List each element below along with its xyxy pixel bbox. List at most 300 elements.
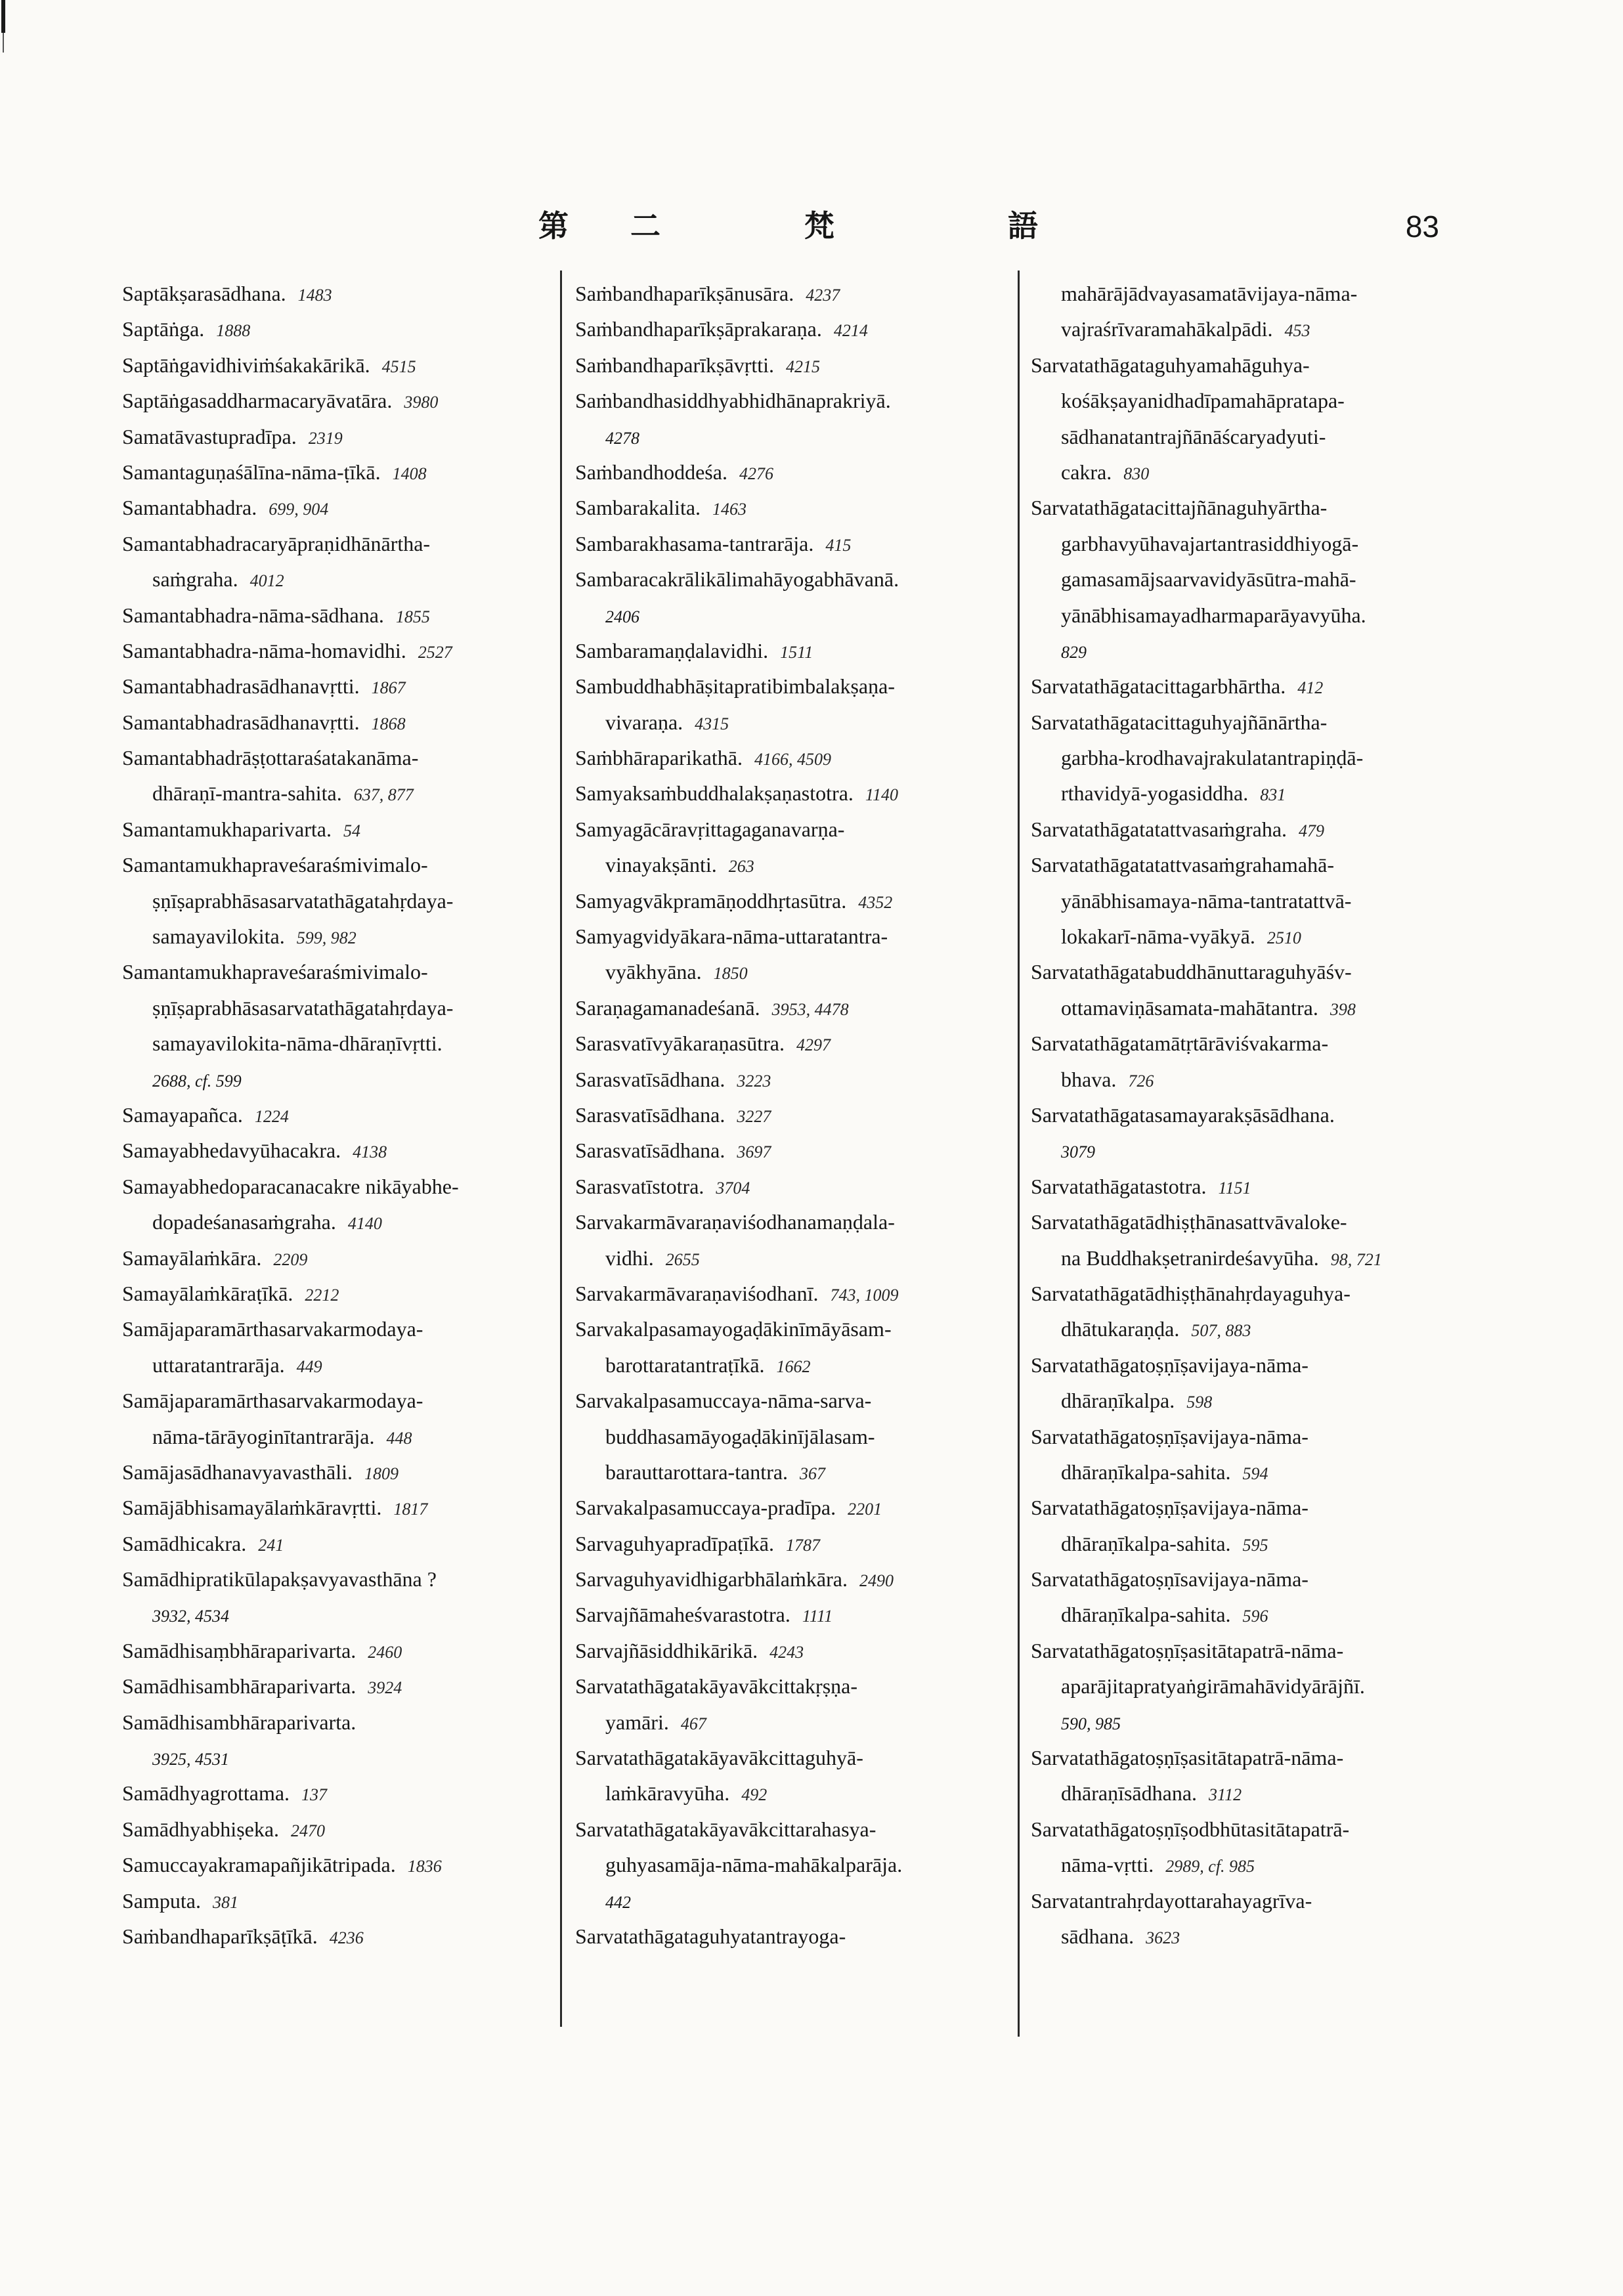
entry-text: samayavilokita.: [152, 924, 285, 949]
index-entry-line: [575, 1597, 1008, 1632]
entry-text: Samādhisaṃbhāraparivarta.: [122, 1638, 357, 1662]
index-entry-line: [1031, 454, 1490, 490]
entry-text: Sarvakalpasamuccaya-pradīpa.: [575, 1496, 836, 1520]
entry-reference-number: 595: [1242, 1535, 1268, 1555]
entry-text: Sarvatathāgatoṣṇīṣasitātapatrā-nāma-: [1031, 1746, 1344, 1770]
entry-text: saṁgraha.: [152, 567, 238, 592]
entry-reference-number: 2201: [848, 1500, 882, 1519]
index-entry-line: [1031, 847, 1490, 882]
entry-reference-number: 831: [1260, 785, 1286, 805]
entry-text: Sarvatathāgatacittagarbhārtha.: [1031, 674, 1286, 699]
index-entry-line: [1031, 1311, 1490, 1347]
entry-reference-number: 4140: [347, 1214, 382, 1234]
index-entry-line: [575, 1097, 1008, 1133]
entry-text: Saṁbandhaparīkṣāprakaraṇa.: [575, 317, 822, 341]
index-entry-line: [575, 1026, 1008, 1061]
entry-text: Samayālaṁkāraṭīkā.: [122, 1281, 293, 1305]
entry-text: Sarvatathāgatacittaguhyajñānārtha-: [1031, 710, 1328, 734]
index-entry-line: [575, 883, 1008, 919]
index-entry-line: [122, 1883, 542, 1918]
entry-reference-number: 3704: [716, 1178, 750, 1198]
entry-reference-number: 598: [1186, 1393, 1213, 1412]
index-entry-line: [575, 812, 1008, 847]
entry-text: Samājaparamārthasarvakarmodaya-: [122, 1317, 423, 1341]
entry-reference-number: 367: [800, 1463, 826, 1483]
index-entry-line: [575, 1454, 1008, 1490]
entry-text: Samantabhadrāṣṭottaraśatakanāma-: [122, 746, 419, 770]
index-entry-line: [122, 1633, 542, 1668]
index-entry-line: [122, 1347, 542, 1383]
index-column-1: [122, 276, 542, 1954]
entry-text: Sarvatantrahṛdayottarahayagrīva-: [1031, 1888, 1312, 1913]
entry-text: Samādhisambhāraparivarta.: [122, 1710, 357, 1734]
entry-reference-number: 599, 982: [296, 928, 357, 948]
entry-text: Sarvaguhyapradīpaṭīkā.: [575, 1531, 774, 1555]
index-entry-line: [575, 1383, 1008, 1418]
index-entry-line: [122, 633, 542, 668]
entry-text: nāma-tārāyoginītantrarāja.: [152, 1424, 375, 1448]
index-entry-line: [1031, 1775, 1490, 1811]
index-entry-line: [1031, 1668, 1490, 1704]
entry-reference-number: 2527: [418, 642, 452, 662]
index-entry-line: [1031, 740, 1490, 775]
entry-text: uttaratantrarāja.: [152, 1353, 285, 1377]
index-entry-line: [122, 1311, 542, 1347]
header-char: 梵: [804, 209, 836, 243]
index-entry-line: [1031, 490, 1490, 525]
entry-reference-number: 699, 904: [269, 500, 329, 519]
index-entry-line: [122, 1740, 542, 1775]
entry-text: 829: [1061, 642, 1087, 662]
index-entry-line: [575, 919, 1008, 954]
index-entry-line: [575, 347, 1008, 383]
entry-reference-number: 4515: [381, 357, 416, 376]
index-entry-line: [575, 1918, 1008, 1954]
index-entry-line: [1031, 668, 1490, 704]
entry-reference-number: 594: [1242, 1463, 1268, 1483]
entry-reference-number: 1867: [371, 678, 406, 698]
index-entry-line: [122, 1775, 542, 1811]
entry-text: dhātukaraṇḍa.: [1061, 1317, 1180, 1341]
index-entry-line: [1031, 1169, 1490, 1204]
entry-text: Samyaksaṁbuddhalakṣaṇastotra.: [575, 781, 854, 806]
index-entry-line: [575, 1276, 1008, 1311]
index-entry-line: [1031, 1490, 1490, 1525]
index-entry-line: [575, 633, 1008, 668]
index-entry-line: [575, 1811, 1008, 1847]
entry-text: Samantabhadrasādhanavṛtti.: [122, 710, 360, 734]
entry-text: Sambarakhasama-tantrarāja.: [575, 531, 814, 555]
entry-reference-number: 98, 721: [1330, 1249, 1382, 1269]
index-entry-line: [122, 1383, 542, 1418]
index-entry-line: [1031, 597, 1490, 633]
index-entry-line: [122, 954, 542, 989]
entry-text: laṁkāravyūha.: [605, 1781, 730, 1806]
entry-text: vidhi.: [605, 1245, 654, 1270]
entry-text: Sarvatathāgatādhiṣṭhānasattvāvaloke-: [1031, 1210, 1347, 1234]
entry-text: Samantamukhapraveśaraśmivimalo-: [122, 960, 428, 984]
entry-reference-number: 3953, 4478: [771, 999, 849, 1019]
entry-reference-number: 54: [343, 821, 360, 840]
entry-text: Sarasvatīsādhana.: [575, 1067, 725, 1091]
entry-text: aparājitapratyaṅgirāmahāvidyārājñī.: [1061, 1674, 1365, 1699]
index-entry-line: [575, 1133, 1008, 1168]
entry-text: dhāraṇī-mantra-sahita.: [152, 781, 342, 806]
page-header: [0, 200, 1623, 253]
entry-text: dhāraṇīsādhana.: [1061, 1781, 1198, 1806]
entry-text: Saṁbandhaparīkṣānusāra.: [575, 282, 794, 305]
index-column-2: [575, 276, 1008, 1954]
entry-text: Sarvatathāgatoṣṇīṣavijaya-nāma-: [1031, 1496, 1309, 1520]
header-char: 語: [1008, 209, 1039, 243]
entry-text: 590, 985: [1061, 1714, 1121, 1733]
entry-text: dhāraṇīkalpa-sahita.: [1061, 1603, 1231, 1627]
index-entry-line: [1031, 883, 1490, 919]
entry-text: bhava.: [1061, 1067, 1117, 1091]
index-entry-line: [122, 847, 542, 882]
index-entry-line: [122, 1133, 542, 1168]
entry-text: 3079: [1061, 1142, 1095, 1162]
index-entry-line: [1031, 383, 1490, 418]
entry-text: Sarvatathāgatādhiṣṭhānahṛdayaguhya-: [1031, 1281, 1351, 1305]
entry-reference-number: 4276: [739, 464, 773, 483]
entry-text: Sarvatathāgatatattvasaṁgrahamahā-: [1031, 853, 1334, 877]
index-entry-line: [1031, 419, 1490, 454]
entry-reference-number: 1463: [712, 500, 747, 519]
entry-text: Samayabhedoparacanacakre nikāyabhe-: [122, 1174, 459, 1198]
entry-text: Sambuddhabhāṣitapratibimbalakṣaṇa-: [575, 674, 895, 699]
entry-text: barauttarottara-tantra.: [605, 1460, 789, 1484]
entry-text: gamasamājsaarvavidyāsūtra-mahā-: [1061, 567, 1356, 592]
entry-text: Sarvakalpasamuccaya-nāma-sarva-: [575, 1389, 872, 1413]
entry-text: Sarvatathāgatamātṛtārāviśvakarma-: [1031, 1031, 1329, 1056]
index-entry-line: [122, 1062, 542, 1097]
entry-text: 2406: [605, 607, 639, 626]
entry-text: Saptāṅgavidhiviṁśakakārikā.: [122, 353, 370, 377]
index-entry-line: [575, 1490, 1008, 1525]
index-entry-line: [122, 704, 542, 740]
index-entry-line: [1031, 561, 1490, 597]
entry-reference-number: 3112: [1209, 1785, 1242, 1805]
index-entry-line: [1031, 775, 1490, 811]
index-entry-line: [122, 1240, 542, 1276]
header-char: 二: [630, 209, 662, 243]
entry-text: Samantabhadracaryāpraṇidhānārtha-: [122, 531, 431, 555]
index-entry-line: [575, 1062, 1008, 1097]
entry-text: dopadeśanasaṁgraha.: [152, 1210, 336, 1234]
entry-reference-number: 1809: [364, 1463, 399, 1483]
entry-text: Sarvatathāgatakāyavākcittarahasya-: [575, 1817, 876, 1841]
entry-text: sādhanatantrajñānāścaryadyuti-: [1061, 424, 1326, 448]
index-entry-line: [575, 954, 1008, 989]
entry-text: Samādhipratikūlapakṣavyavasthāna ?: [122, 1567, 437, 1592]
entry-text: Samādhyabhiṣeka.: [122, 1817, 280, 1841]
page-number: 83: [1405, 209, 1439, 244]
entry-reference-number: 137: [301, 1785, 328, 1805]
entry-text: Saṁbandhasiddhyabhidhānaprakriyā.: [575, 389, 891, 413]
entry-text: Saptāṅgasaddharmacaryāvatāra.: [122, 389, 393, 413]
entry-text: vinayakṣānti.: [605, 853, 717, 877]
index-entry-line: [575, 1311, 1008, 1347]
entry-text: Saraṇagamanadeśanā.: [575, 995, 760, 1020]
entry-text: rthavidyā-yogasiddha.: [1061, 781, 1249, 806]
entry-text: dhāraṇīkalpa.: [1061, 1389, 1175, 1413]
entry-text: nāma-vṛtti.: [1061, 1853, 1154, 1877]
entry-text: Samyagvākpramāṇoddhṛtasūtra.: [575, 888, 847, 913]
index-entry-line: [122, 1490, 542, 1525]
entry-text: Saṁbandhaparīkṣāvṛtti.: [575, 353, 775, 377]
index-entry-line: [122, 919, 542, 954]
index-entry-line: [1031, 1597, 1490, 1632]
index-entry-line: [575, 1704, 1008, 1740]
entry-text: Sarvakarmāvaraṇaviśodhanamaṇḍala-: [575, 1210, 895, 1234]
entry-reference-number: 1836: [407, 1857, 442, 1876]
entry-reference-number: 1408: [392, 464, 427, 483]
entry-text: Saṁbhāraparikathā.: [575, 746, 743, 770]
entry-text: 4278: [605, 428, 639, 448]
entry-text: barottaratantraṭīkā.: [605, 1353, 765, 1377]
entry-text: vyākhyāna.: [605, 960, 702, 984]
index-entry-line: [122, 276, 542, 311]
entry-text: Sarvatathāgatoṣṇīsavijaya-nāma-: [1031, 1567, 1309, 1592]
entry-reference-number: 3924: [368, 1678, 402, 1698]
entry-text: ṣṇīṣaprabhāsasarvatathāgatahṛdaya-: [152, 888, 454, 913]
entry-text: kośākṣayanidhadīpamahāpratapa-: [1061, 389, 1345, 413]
index-entry-line: [575, 1240, 1008, 1276]
index-entry-line: [1031, 1704, 1490, 1740]
index-entry-line: [1031, 1633, 1490, 1668]
entry-reference-number: 1140: [865, 785, 898, 805]
index-entry-line: [1031, 1918, 1490, 1954]
entry-reference-number: 4315: [695, 714, 729, 733]
index-entry-line: [122, 812, 542, 847]
index-entry-line: [575, 1561, 1008, 1597]
entry-text: Samādhyagrottama.: [122, 1781, 290, 1806]
entry-text: Samādhicakra.: [122, 1531, 247, 1555]
entry-text: 3925, 4531: [152, 1750, 229, 1769]
entry-reference-number: 449: [296, 1356, 322, 1376]
entry-text: yamāri.: [605, 1710, 669, 1734]
entry-reference-number: 1111: [802, 1607, 833, 1626]
entry-reference-number: 4243: [769, 1642, 804, 1662]
index-entry-line: [575, 383, 1008, 418]
index-entry-line: [575, 668, 1008, 704]
index-entry-line: [575, 1347, 1008, 1383]
index-entry-line: [122, 740, 542, 775]
entry-text: Samādhisambhāraparivarta.: [122, 1674, 357, 1699]
index-entry-line: [1031, 1062, 1490, 1097]
index-entry-line: [1031, 1276, 1490, 1311]
entry-text: Samyagācāravṛittagaganavarṇa-: [575, 817, 845, 841]
index-entry-line: [1031, 276, 1490, 311]
index-entry-line: [1031, 1204, 1490, 1240]
index-entry-line: [575, 1883, 1008, 1918]
index-entry-line: [575, 561, 1008, 597]
entry-reference-number: 637, 877: [353, 785, 414, 805]
entry-text: Sarvajñāmaheśvarastotra.: [575, 1603, 790, 1627]
entry-text: Samantamukhapraveśaraśmivimalo-: [122, 853, 428, 877]
index-entry-line: [575, 775, 1008, 811]
entry-reference-number: 507, 883: [1191, 1321, 1251, 1341]
index-entry-line: [575, 1775, 1008, 1811]
entry-reference-number: 1855: [395, 607, 430, 626]
index-entry-line: [575, 1668, 1008, 1704]
entry-text: ṣṇīṣaprabhāsasarvatathāgatahṛdaya-: [152, 995, 454, 1020]
index-entry-line: [575, 1526, 1008, 1561]
entry-reference-number: 398: [1330, 999, 1356, 1019]
entry-text: Samatāvastupradīpa.: [122, 424, 297, 448]
entry-reference-number: 2319: [308, 428, 343, 448]
index-entry-line: [1031, 1811, 1490, 1847]
index-entry-line: [1031, 1383, 1490, 1418]
entry-reference-number: 4236: [329, 1928, 364, 1947]
index-entry-line: [575, 1847, 1008, 1882]
entry-reference-number: 2510: [1266, 928, 1301, 948]
entry-reference-number: 1817: [393, 1500, 428, 1519]
entry-reference-number: 743, 1009: [830, 1285, 899, 1305]
entry-text: yānābhisamayadharmaparāyavyūha.: [1061, 603, 1366, 627]
entry-text: guhyasamāja-nāma-mahākalparāja.: [605, 1853, 903, 1877]
index-entry-line: [122, 1526, 542, 1561]
index-entry-line: [122, 990, 542, 1026]
entry-reference-number: 1888: [216, 321, 251, 341]
index-entry-line: [1031, 919, 1490, 954]
index-entry-line: [122, 561, 542, 597]
index-entry-line: [575, 1169, 1008, 1204]
entry-text: Sarasvatīstotra.: [575, 1174, 704, 1198]
scan-corner-mark: [0, 0, 8, 59]
entry-reference-number: 3980: [404, 393, 439, 412]
column-divider: [560, 271, 562, 2027]
index-entry-line: [122, 454, 542, 490]
index-entry-line: [1031, 633, 1490, 668]
entry-reference-number: 412: [1297, 678, 1324, 698]
entry-reference-number: 448: [386, 1428, 412, 1448]
index-entry-line: [1031, 347, 1490, 383]
index-entry-line: [122, 383, 542, 418]
index-entry-line: [122, 1169, 542, 1204]
entry-reference-number: 596: [1242, 1607, 1268, 1626]
entry-reference-number: 2212: [305, 1285, 339, 1305]
index-entry-line: [1031, 954, 1490, 989]
index-entry-line: [575, 597, 1008, 633]
entry-reference-number: 1511: [780, 642, 813, 662]
index-entry-line: [122, 1668, 542, 1704]
entry-text: buddhasamāyogaḍākinījālasam-: [605, 1424, 875, 1448]
index-entry-line: [1031, 1240, 1490, 1276]
entry-reference-number: 3623: [1146, 1928, 1180, 1947]
entry-text: Samantabhadra-nāma-sādhana.: [122, 603, 384, 627]
entry-text: cakra.: [1061, 460, 1112, 484]
index-entry-line: [575, 454, 1008, 490]
entry-text: Sarvatathāgatacittajñānaguhyārtha-: [1031, 496, 1328, 520]
index-entry-line: [575, 1740, 1008, 1775]
entry-reference-number: 453: [1284, 321, 1310, 341]
index-entry-line: [1031, 311, 1490, 347]
index-entry-line: [575, 419, 1008, 454]
entry-text: Sarvatathāgatastotra.: [1031, 1174, 1207, 1198]
index-entry-line: [122, 1454, 542, 1490]
index-entry-line: [575, 490, 1008, 525]
index-entry-line: [122, 490, 542, 525]
index-entry-line: [575, 311, 1008, 347]
entry-text: Sarvakarmāvaraṇaviśodhanī.: [575, 1281, 819, 1305]
entry-text: lokakarī-nāma-vyākyā.: [1061, 924, 1255, 949]
entry-text: Saptāṅga.: [122, 317, 205, 341]
entry-text: Sarvatathāgatasamayarakṣāsādhana.: [1031, 1102, 1335, 1127]
entry-text: mahārājādvayasamatāvijaya-nāma-: [1061, 282, 1358, 305]
index-entry-line: [575, 1204, 1008, 1240]
entry-text: Sarvatathāgatoṣṇīṣodbhūtasitātapatrā-: [1031, 1817, 1350, 1841]
entry-text: Sarvatathāgatatattvasaṁgraha.: [1031, 817, 1288, 841]
entry-text: garbha-krodhavajrakulatantrapiṇḍā-: [1061, 746, 1364, 770]
index-entry-line: [122, 1704, 542, 1740]
entry-reference-number: 4297: [796, 1035, 831, 1055]
entry-text: Samājasādhanavyavasthāli.: [122, 1460, 353, 1484]
index-entry-line: [122, 1204, 542, 1240]
column-divider: [1018, 271, 1020, 2037]
entry-reference-number: 2490: [859, 1571, 894, 1591]
entry-text: Sarvatathāgatoṣṇīṣasitātapatrā-nāma-: [1031, 1638, 1344, 1662]
entry-text: Sarvaguhyavidhigarbhālaṁkāra.: [575, 1567, 848, 1592]
entry-text: Samājaparamārthasarvakarmodaya-: [122, 1389, 423, 1413]
index-entry-line: [122, 1026, 542, 1061]
entry-reference-number: 2655: [665, 1249, 700, 1269]
entry-text: yānābhisamaya-nāma-tantratattvā-: [1061, 888, 1352, 913]
entry-reference-number: 263: [728, 857, 754, 877]
entry-text: Samantamukhaparivarta.: [122, 817, 332, 841]
entry-text: Samputa.: [122, 1888, 201, 1913]
index-entry-line: [1031, 1526, 1490, 1561]
entry-text: Sarasvatīvyākaraṇasūtra.: [575, 1031, 785, 1056]
entry-text: Samantaguṇaśālīna-nāma-ṭīkā.: [122, 460, 381, 484]
entry-reference-number: 479: [1299, 821, 1325, 840]
index-entry-line: [575, 847, 1008, 882]
entry-reference-number: 3223: [737, 1071, 771, 1091]
index-entry-line: [1031, 990, 1490, 1026]
entry-reference-number: 1787: [786, 1535, 820, 1555]
index-entry-line: [122, 1811, 542, 1847]
entry-text: Samantabhadrasādhanavṛtti.: [122, 674, 360, 699]
entry-reference-number: 830: [1123, 464, 1150, 483]
entry-text: Sarvatathāgataguhyatantrayoga-: [575, 1924, 846, 1948]
index-entry-line: [1031, 1097, 1490, 1133]
entry-reference-number: 1868: [371, 714, 406, 733]
entry-text: Saṁbandhoddeśa.: [575, 460, 727, 484]
index-entry-line: [575, 704, 1008, 740]
index-entry-line: [575, 740, 1008, 775]
index-entry-line: [122, 668, 542, 704]
index-entry-line: [122, 311, 542, 347]
index-entry-line: [1031, 1561, 1490, 1597]
index-entry-line: [1031, 1347, 1490, 1383]
entry-text: Sarvajñāsiddhikārikā.: [575, 1638, 758, 1662]
index-entry-line: [122, 775, 542, 811]
entry-text: vajraśrīvaramahākalpādi.: [1061, 317, 1273, 341]
entry-reference-number: 4214: [833, 321, 868, 341]
entry-reference-number: 3697: [737, 1142, 771, 1162]
index-entry-line: [122, 1918, 542, 1954]
entry-reference-number: 2209: [273, 1249, 308, 1269]
entry-reference-number: 492: [741, 1785, 768, 1805]
entry-text: dhāraṇīkalpa-sahita.: [1061, 1460, 1231, 1484]
entry-text: Samayabhedavyūhacakra.: [122, 1138, 341, 1163]
index-entry-line: [122, 347, 542, 383]
entry-text: 3932, 4534: [152, 1607, 229, 1626]
entry-reference-number: 1850: [713, 964, 748, 984]
entry-text: Sambaramaṇḍalavidhi.: [575, 638, 769, 662]
entry-text: Samantabhadra-nāma-homavidhi.: [122, 638, 406, 662]
